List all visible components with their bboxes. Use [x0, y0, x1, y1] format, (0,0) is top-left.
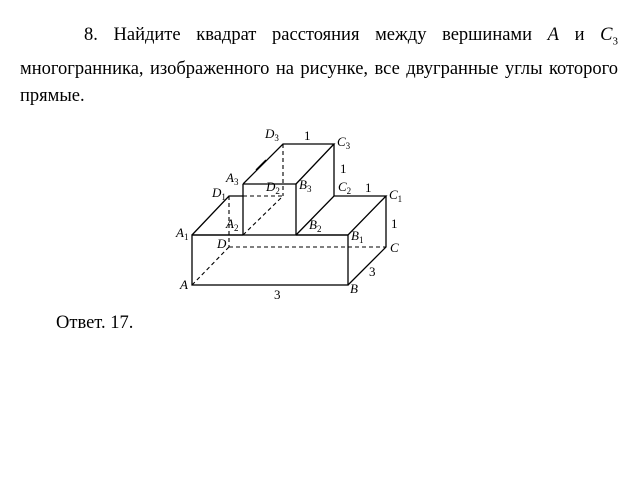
dim-c3c2: 1	[340, 161, 347, 176]
dim-c2c1: 1	[365, 180, 372, 195]
hidden-a2-d2	[243, 196, 283, 235]
var-c: C	[600, 25, 613, 45]
label-a3: $A_3$	[226, 170, 239, 187]
var-c-sub: 3	[612, 35, 618, 48]
label-c: C	[390, 240, 399, 255]
tick-d3	[256, 160, 266, 170]
label-b3: $B_3$	[299, 177, 312, 194]
conj: и	[558, 25, 601, 45]
label-d2: $D_2$	[266, 179, 280, 196]
label-b: B	[350, 281, 358, 296]
answer-text: Ответ. 17.	[56, 313, 134, 333]
dim-c1c: 1	[391, 216, 398, 231]
label-b1: $B_1$	[351, 228, 364, 245]
label-d: D	[217, 236, 227, 251]
dimension-labels	[274, 128, 398, 302]
dim-ab: 3	[274, 287, 281, 302]
label-b2: $B_2$	[309, 217, 322, 234]
visible-edges	[192, 144, 386, 285]
label-c2: $C_2$	[338, 179, 352, 196]
label-a2: $A_2$	[226, 216, 239, 233]
label-c3: $C_3$	[337, 134, 351, 151]
problem-text-before: Найдите квадрат расстояния между вершинами	[97, 25, 548, 45]
var-a: A	[547, 25, 559, 45]
edge-front-face	[192, 235, 348, 285]
hidden-edges	[192, 144, 386, 285]
problem-text-after: многогранника, изображенного на рисунке, все двугранные углы которого прямые.	[20, 58, 618, 106]
dim-cb: 3	[369, 264, 376, 279]
hidden-a-d	[192, 247, 229, 285]
label-a1: $A_1$	[176, 225, 189, 242]
label-d3: $D_3$	[265, 126, 279, 143]
dim-d3c3: 1	[304, 128, 311, 143]
edge-top-face	[243, 144, 334, 184]
label-d1: $D_1$	[212, 185, 226, 202]
label-c1: $C_1$	[389, 187, 403, 204]
problem-number: 8.	[84, 25, 98, 45]
label-a: A	[180, 277, 188, 292]
